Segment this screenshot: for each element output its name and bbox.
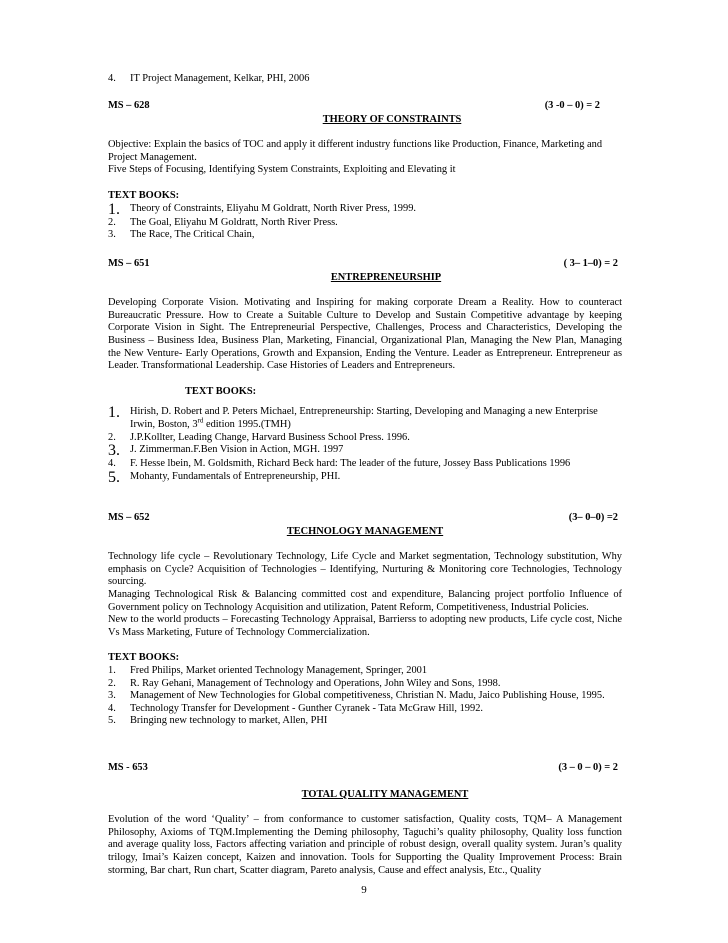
list-number: 4.: [108, 73, 116, 84]
course-ms-651: [108, 258, 622, 485]
course-header: [108, 512, 622, 525]
course-title: ENTREPRENEURSHIP: [330, 271, 442, 283]
course-ms-628: [108, 100, 622, 242]
course-title: THEORY OF CONSTRAINTS: [322, 113, 462, 125]
course-content: Technology life cycle – Revolutionary Technology, Life Cycle and Market segmentation, Technology substitution, Why emphasis on Cycle? Acquisition of Technologies – Identifying, Nurturing & Monitoring core Technologies, Technology sourcing.: [108, 551, 622, 588]
course-content: New to the world products – Forecasting Technology Appraisal, Barrierss to adopting new products, Life cycle cost, Niche Vs Mass Marketing, Future of Technology Commercialization.: [108, 614, 622, 638]
textbooks-label: TEXT BOOKS:: [108, 189, 180, 201]
list-item: 4. Technology Transfer for Development - Gunther Cyranek - Tata McGraw Hill, 1992.: [108, 702, 483, 714]
textbook-list: [108, 200, 622, 242]
course-content: Five Steps of Focusing, Identifying System Constraints, Exploiting and Elevating it: [108, 164, 456, 176]
list-text: IT Project Management, Kelkar, PHI, 2006: [130, 73, 310, 84]
course-header: [108, 258, 622, 271]
course-title: TECHNOLOGY MANAGEMENT: [286, 525, 444, 537]
course-header: [108, 100, 622, 113]
list-item: 2. R. Ray Gehani, Management of Technology and Operations, John Wiley and Sons, 1998.: [108, 677, 501, 689]
course-credits: (3– 0–0) =2: [568, 512, 618, 523]
textbooks-label: TEXT BOOKS:: [185, 385, 257, 397]
course-code: MS - 653: [108, 762, 148, 773]
list-item: 3. The Race, The Critical Chain,: [108, 229, 255, 241]
course-objective: Objective: Explain the basics of TOC and apply it different industry functions like Production, Finance, Marketing and Project Management.: [108, 139, 603, 163]
list-item: 4. F. Hesse lbein, M. Goldsmith, Richard Beck hard: The leader of the future, Jossey Bass Publications 1996: [108, 458, 571, 470]
course-content: Evolution of the word ‘Quality’ – from conformance to customer satisfaction, Quality costs, TQM– A Management Philosophy, Axioms of TQM.Implementing the Deming philosophy, Taguchi’s quality philosophy, Quality loss function and average quality loss, Factors affecting variation and principle of robust design, overall quality system. Juran’s quality trilogy, Imai’s Kaizen concept, Kaizen and innovation. Tools for Supporting the Quality Improvement Process: Brain storming, Bar chart, Run chart, Scatter diagram, Pareto analysis, Cause and effect analysis, Etc., Quality: [108, 814, 622, 876]
prev-booklist-item: [108, 73, 622, 86]
course-title: TOTAL QUALITY MANAGEMENT: [301, 788, 469, 800]
course-ms-652: [108, 512, 622, 728]
list-item: 1. Theory of Constraints, Eliyahu M Goldratt, North River Press, 1999.: [108, 200, 416, 218]
course-credits: (3 -0 – 0) = 2: [544, 100, 600, 111]
list-item: 1. Fred Philips, Market oriented Technology Management, Springer, 2001: [108, 664, 428, 676]
course-code: MS – 652: [108, 512, 150, 523]
course-code: MS – 651: [108, 258, 150, 269]
course-credits: (3 – 0 – 0) = 2: [558, 762, 618, 773]
course-credits: ( 3– 1–0) = 2: [563, 258, 618, 269]
course-content: Developing Corporate Vision. Motivating and Inspiring for making corporate Dream a Reality. How to counteract Bureaucratic Pressure. How to Create a Suitable Culture to Develop and Sustain Competitive advantage by keeping Corporate Vision in Sight. The Entrepreneurial Perspective, Challenges, Process and Characteristics, Developing the Business – Business Idea, Business Plan, Marketing, Financial, Organizational Plan, Managing the New Plan, Managing the New Venture- Early Operations, Growth and Expansion, Ending the Venture. Leader as Entrepreneur. Entrepreneur as Leader. Transformational Leadership. Case Histories of Leaders and Entrepreneurs.: [108, 297, 622, 372]
page-number: 9: [361, 884, 367, 896]
list-item: 5. Bringing new technology to market, Allen, PHI: [108, 715, 328, 727]
list-item: 3. J. Zimmerman.F.Ben Vision in Action, MGH. 1997: [108, 442, 344, 460]
course-header: [108, 762, 622, 775]
textbooks-label: TEXT BOOKS:: [108, 652, 180, 664]
list-item: 3. Management of New Technologies for Global competitiveness, Christian N. Madu, Jaico Publishing House, 1995.: [108, 690, 605, 702]
list-item: 2. The Goal, Eliyahu M Goldratt, North River Press.: [108, 216, 338, 228]
list-item: 1. Hirish, D. Robert and P. Peters Michael, Entrepreneurship: Starting, Developing and Managing a new Enterprise Irwin, Boston, 3rd edition 1995.(TMH): [108, 404, 598, 430]
textbook-list: [108, 406, 622, 484]
course-ms-653: [108, 762, 622, 877]
course-content: Managing Technological Risk & Balancing committed cost and expenditure, Balancing project portfolio Influence of Government policy on Technology Acquisition and utilization, Patent Reform, Competitiveness, Industrial Policies.: [108, 588, 622, 613]
list-item: 5. Mohanty, Fundamentals of Entrepreneurship, PHI.: [108, 468, 341, 486]
textbook-list: [108, 665, 622, 728]
list-item: 2. J.P.Kollter, Leading Change, Harvard Business School Press. 1996.: [108, 431, 410, 443]
course-code: MS – 628: [108, 100, 150, 111]
